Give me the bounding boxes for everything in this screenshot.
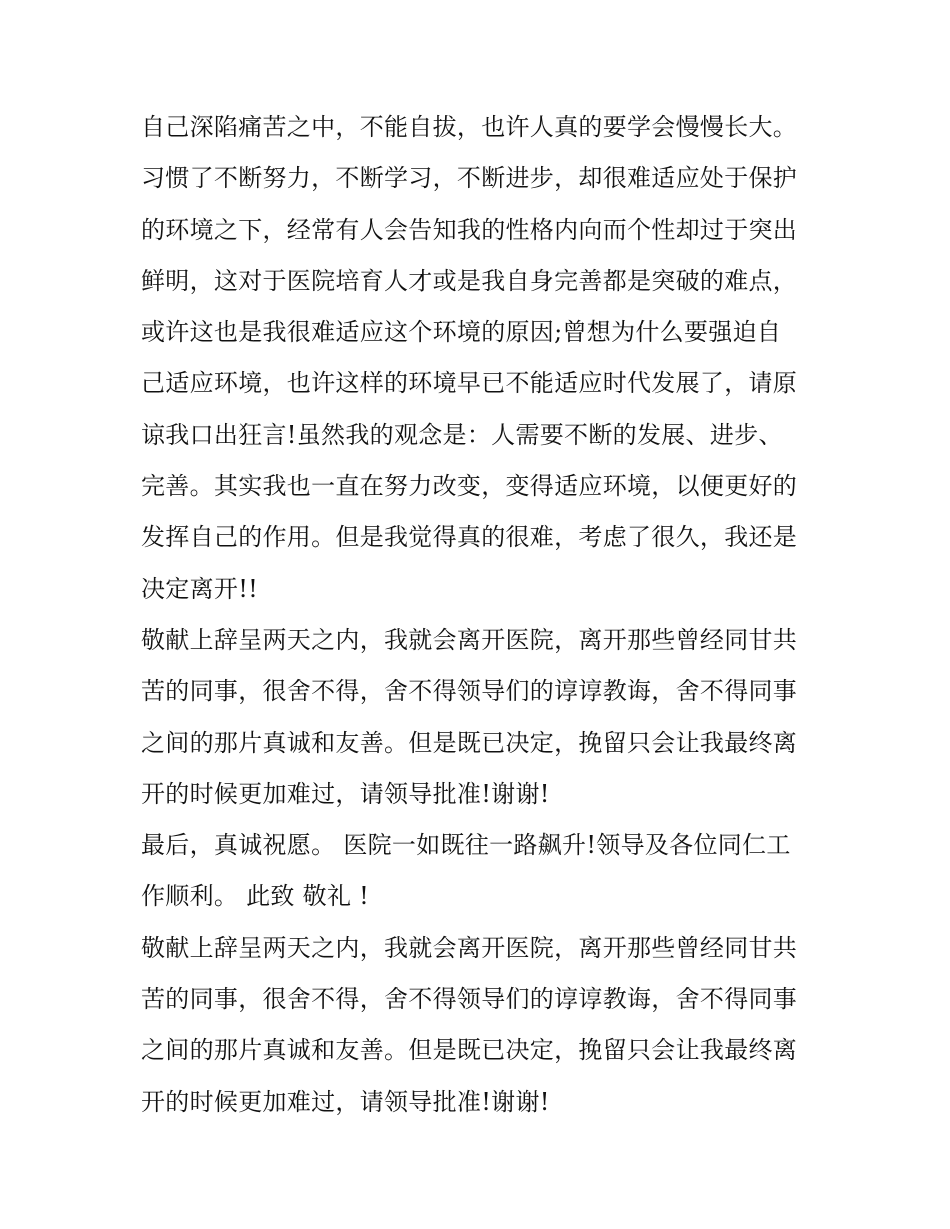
text-line: 决定离开!!: [141, 574, 259, 603]
text-line: 之间的那片真诚和友善。但是既已决定，挽留只会让我最终离: [141, 1036, 798, 1065]
text-line: 苦的同事，很舍不得，舍不得领导们的谆谆教诲，舍不得同事: [141, 677, 798, 706]
text-line: 苦的同事，很舍不得，舍不得领导们的谆谆教诲，舍不得同事: [141, 985, 798, 1014]
text-line: 或许这也是我很难适应这个环境的原因;曾想为什么要强迫自: [141, 318, 782, 347]
letter-body: [141, 102, 821, 1128]
text-line: 开的时候更加难过，请领导批准!谢谢!: [141, 779, 550, 808]
text-line: 发挥自己的作用。但是我觉得真的很难，考虑了很久，我还是: [141, 523, 798, 552]
text-line: 谅我口出狂言!虽然我的观念是：人需要不断的发展、进步、: [141, 420, 783, 449]
text-line: 开的时候更加难过，请领导批准!谢谢!: [141, 1087, 550, 1116]
text-line: 的环境之下，经常有人会告知我的性格内向而个性却过于突出: [141, 215, 798, 244]
text-line: 最后，真诚祝愿。 医院一如既往一路飙升!领导及各位同仁工: [141, 831, 791, 860]
text-line: 己适应环境，也许这样的环境早已不能适应时代发展了，请原: [141, 369, 798, 398]
text-line: 鲜明，这对于医院培育人才或是我自身完善都是突破的难点，: [141, 266, 798, 295]
text-line: 敬献上辞呈两天之内，我就会离开医院，离开那些曾经同甘共: [141, 933, 798, 962]
text-line: 之间的那片真诚和友善。但是既已决定，挽留只会让我最终离: [141, 728, 798, 757]
text-line: 自己深陷痛苦之中，不能自拔，也许人真的要学会慢慢长大。: [141, 113, 798, 141]
text-line: 敬献上辞呈两天之内，我就会离开医院，离开那些曾经同甘共: [141, 625, 798, 654]
text-line: 完善。其实我也一直在努力改变，变得适应环境，以便更好的: [141, 472, 798, 501]
text-line: 作顺利。 此致 敬礼 !: [141, 882, 370, 911]
text-line: 习惯了不断努力，不断学习，不断进步，却很难适应处于保护: [141, 164, 798, 193]
